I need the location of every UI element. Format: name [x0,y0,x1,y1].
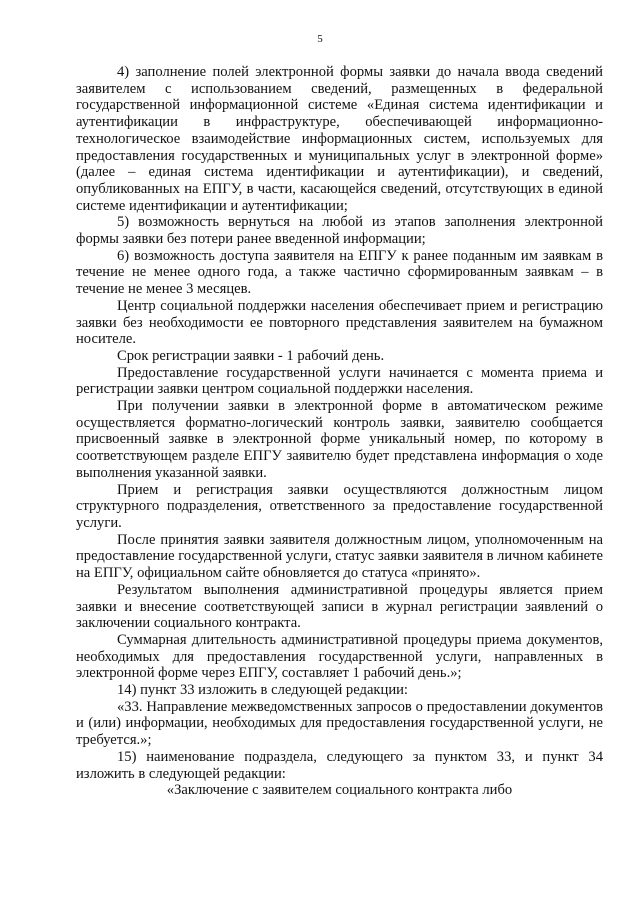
paragraph-amendment-15: 15) наименование подраздела, следующего за пунктом 33, и пункт 34 изложить в следующей редакции: [76,748,603,782]
paragraph-procedure-result: Результатом выполнения административной процедуры является прием заявки и внесение соответствующей записи в журнал регистрации заявлений о заключении социального контракта. [76,581,603,632]
paragraph-status-update: После принятия заявки заявителя должностным лицом, уполномоченным на предоставление государственной услуги, статус заявки заявителя в личном кабинете на ЕПГУ, официальном сайте обновляется до статуса «принято». [76,531,603,582]
paragraph-registration-term: Срок регистрации заявки - 1 рабочий день. [117,347,385,364]
paragraph-service-start: Предоставление государственной услуги начинается с момента приема и регистрации заявки центром социальной поддержки населения. [76,364,603,398]
paragraph-electronic-receipt: При получении заявки в электронной форме в автоматическом режиме осуществляется форматно-логический контроль заявки, заявителю сообщается присвоенный заявке в электронной форме уникальный номер, по которому в соответствующем разделе ЕПГУ заявителю будет представлена информация о ходе выполнения указанной заявки. [76,398,603,481]
paragraph-clause-33: «33. Направление межведомственных запросов о предоставлении документов и (или) информации, необходимых для предоставления государственной услуги, не требуется.»; [76,698,603,749]
paragraph-responsible-official: Прием и регистрация заявки осуществляются должностным лицом структурного подразделения, ответственного за предоставление государственной услуги. [76,481,603,531]
paragraph-total-duration: Суммарная длительность административной процедуры приема документов, необходимых для предоставления государственной услуги, направленных в электронной форме через ЕПГУ, составляет 1 рабочий день.»; [76,631,603,682]
paragraph-amendment-14: 14) пункт 33 изложить в следующей редакции: [117,682,408,699]
paragraph-item-6: 6) возможность доступа заявителя на ЕПГУ к ранее поданным им заявкам в течение не менее одного года, а также частично сформированным заявкам – в течение не менее 3 месяцев. [76,247,603,298]
paragraph-center-reception: Центр социальной поддержки населения обеспечивает прием и регистрацию заявки без необходимости ее повторного представления заявителем на бумажном носителе. [76,297,603,348]
paragraph-item-5: 5) возможность вернуться на любой из этапов заполнения электронной формы заявки без потери ранее введенной информации; [76,214,603,248]
subsection-heading: «Заключение с заявителем социального контракта либо [166,782,513,799]
document-body [76,64,603,799]
page-number: 5 [317,33,323,45]
paragraph-item-4: 4) заполнение полей электронной формы заявки до начала ввода сведений заявителем с использованием сведений, размещенных в федеральной государственной информационной системе «Единая система идентификации и аутентификации в инфраструктуре, обеспечивающей информационно-технологическое взаимодействие информационных систем, используемых для предоставления государственных и муниципальных услуг в электронной форме» (далее – единая система идентификации и аутентификации), и сведений, опубликованных на ЕПГУ, в части, касающейся сведений, отсутствующих в единой системе идентификации и аутентификации; [76,64,603,214]
